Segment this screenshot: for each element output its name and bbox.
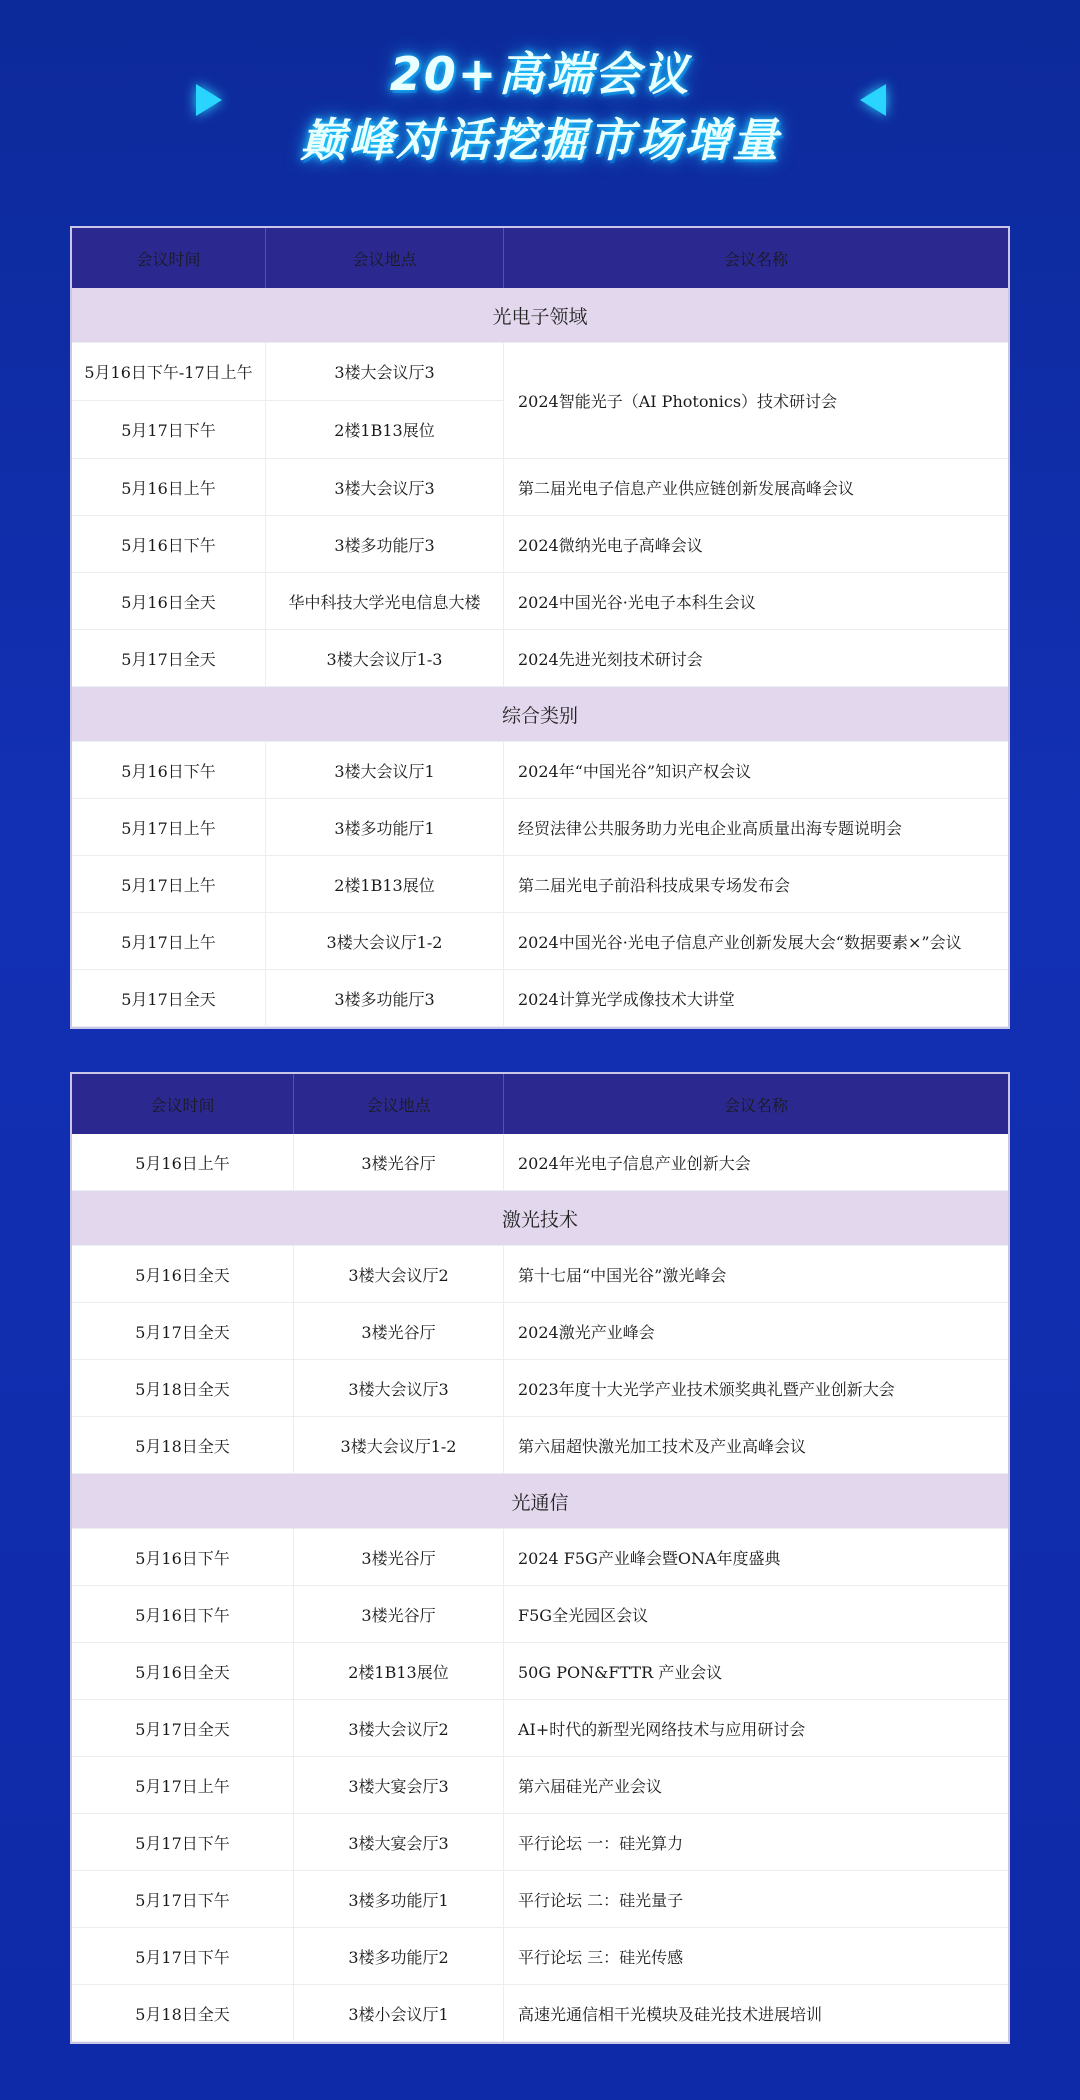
cell-location: 2楼1B13展位 <box>266 856 504 912</box>
table-row <box>72 1985 1008 2042</box>
cell-name: 平行论坛 三：硅光传感 <box>518 1947 684 1967</box>
cell-time: 5月17日下午 <box>72 1814 294 1870</box>
cell-time: 5月16日下午 <box>72 1586 294 1642</box>
cell-location: 3楼多功能厅3 <box>266 970 504 1026</box>
cell-time: 5月17日全天 <box>72 630 266 686</box>
cell-location: 3楼大会议厅1-2 <box>266 913 504 969</box>
table-row <box>72 1303 1008 1360</box>
cell-time: 5月18日全天 <box>72 1417 294 1473</box>
table-row <box>72 742 1008 799</box>
table-row <box>72 856 1008 913</box>
table-row <box>72 1360 1008 1417</box>
cell-time: 5月17日下午 <box>72 401 266 458</box>
cell-time: 5月16日上午 <box>72 459 266 515</box>
table-row <box>72 516 1008 573</box>
table-row <box>72 970 1008 1027</box>
category-row: 综合类别 <box>72 687 1008 742</box>
page-title-line1: 20+高端会议 <box>389 47 691 101</box>
column-header-location: 会议地点 <box>294 1074 504 1134</box>
cell-name: 2024微纳光电子高峰会议 <box>518 535 703 555</box>
table-row <box>72 630 1008 687</box>
cell-name: 2024中国光谷·光电子本科生会议 <box>518 592 756 612</box>
cell-time: 5月17日上午 <box>72 913 266 969</box>
column-header-name: 会议名称 <box>723 1095 788 1115</box>
cell-time: 5月17日上午 <box>72 856 266 912</box>
cell-location: 3楼大会议厅1 <box>266 742 504 798</box>
cell-time: 5月17日上午 <box>72 1757 294 1813</box>
cell-location: 3楼光谷厅 <box>294 1586 504 1642</box>
cell-time: 5月16日全天 <box>72 573 266 629</box>
cell-time: 5月17日下午 <box>72 1871 294 1927</box>
cell-location: 2楼1B13展位 <box>294 1643 504 1699</box>
cell-location: 3楼大会议厅3 <box>266 343 504 400</box>
cell-time: 5月17日下午 <box>72 1928 294 1984</box>
merged-sub-row <box>72 401 504 458</box>
cell-location: 3楼大会议厅3 <box>294 1360 504 1416</box>
cell-location: 3楼大宴会厅3 <box>294 1814 504 1870</box>
table-header-row <box>72 1074 1008 1134</box>
cell-time: 5月16日下午-17日上午 <box>72 343 266 400</box>
cell-location: 3楼大会议厅2 <box>294 1700 504 1756</box>
cell-name: 第十七届“中国光谷”激光峰会 <box>518 1265 727 1285</box>
cell-location: 3楼多功能厅2 <box>294 1928 504 1984</box>
cell-location: 3楼光谷厅 <box>294 1303 504 1359</box>
cell-name: 2024中国光谷·光电子信息产业创新发展大会“数据要素×”会议 <box>518 932 962 952</box>
cell-location: 3楼光谷厅 <box>294 1529 504 1585</box>
table-row <box>72 1757 1008 1814</box>
conference-table-2 <box>70 1072 1010 2044</box>
cell-name: 第二届光电子前沿科技成果专场发布会 <box>518 875 791 895</box>
table-row <box>72 799 1008 856</box>
cell-location: 3楼小会议厅1 <box>294 1985 504 2041</box>
category-row: 光电子领域 <box>72 288 1008 343</box>
cell-time: 5月16日上午 <box>72 1134 294 1190</box>
page-title-line2: 巅峰对话挖掘市场增量 <box>300 113 780 167</box>
cell-location: 3楼光谷厅 <box>294 1134 504 1190</box>
table-row <box>72 1928 1008 1985</box>
table-row <box>72 913 1008 970</box>
page-header <box>0 0 1080 200</box>
merged-sub-row <box>72 343 504 401</box>
cell-location: 华中科技大学光电信息大楼 <box>266 573 504 629</box>
cell-time: 5月18日全天 <box>72 1985 294 2041</box>
column-header-name: 会议名称 <box>723 249 788 269</box>
table-row <box>72 1417 1008 1474</box>
column-header-time: 会议时间 <box>72 228 266 288</box>
cell-name: 2023年度十大光学产业技术颁奖典礼暨产业创新大会 <box>518 1379 895 1399</box>
cell-time: 5月17日全天 <box>72 970 266 1026</box>
conference-table-1 <box>70 226 1010 1029</box>
cell-time: 5月16日下午 <box>72 1529 294 1585</box>
column-header-location: 会议地点 <box>266 228 504 288</box>
cell-name: 第二届光电子信息产业供应链创新发展高峰会议 <box>518 478 855 498</box>
category-row: 光通信 <box>72 1474 1008 1529</box>
cell-name-merged: 2024智能光子（AI Photonics）技术研讨会 <box>518 392 838 411</box>
cell-name: 平行论坛 二：硅光量子 <box>518 1890 684 1910</box>
cell-time: 5月16日下午 <box>72 742 266 798</box>
cell-name: 第六届硅光产业会议 <box>518 1776 663 1796</box>
cell-name: AI+时代的新型光网络技术与应用研讨会 <box>518 1719 806 1739</box>
cell-name: 2024 F5G产业峰会暨ONA年度盛典 <box>518 1548 781 1568</box>
table-row <box>72 1643 1008 1700</box>
table-header-row <box>72 228 1008 288</box>
table-row <box>72 1529 1008 1586</box>
cell-time: 5月18日全天 <box>72 1360 294 1416</box>
cell-location: 3楼大会议厅1-3 <box>266 630 504 686</box>
cell-name: 第六届超快激光加工技术及产业高峰会议 <box>518 1436 807 1456</box>
table-row <box>72 1586 1008 1643</box>
table-row <box>72 1134 1008 1191</box>
cell-location: 3楼大会议厅2 <box>294 1246 504 1302</box>
cell-time: 5月16日下午 <box>72 516 266 572</box>
cell-location: 3楼多功能厅1 <box>294 1871 504 1927</box>
cell-name: 50G PON&FTTR 产业会议 <box>518 1662 723 1682</box>
cell-location: 3楼大宴会厅3 <box>294 1757 504 1813</box>
cell-location: 3楼多功能厅1 <box>266 799 504 855</box>
cell-time: 5月16日全天 <box>72 1643 294 1699</box>
cell-location: 3楼大会议厅3 <box>266 459 504 515</box>
table-row <box>72 1814 1008 1871</box>
table-row <box>72 1246 1008 1303</box>
cell-time: 5月16日全天 <box>72 1246 294 1302</box>
cell-name: 2024激光产业峰会 <box>518 1322 655 1342</box>
cell-name: 2024年光电子信息产业创新大会 <box>518 1153 751 1173</box>
cell-time: 5月17日全天 <box>72 1700 294 1756</box>
table-row <box>72 1871 1008 1928</box>
cell-time: 5月17日全天 <box>72 1303 294 1359</box>
table-row <box>72 459 1008 516</box>
cell-time: 5月17日上午 <box>72 799 266 855</box>
cell-name: 2024计算光学成像技术大讲堂 <box>518 989 735 1009</box>
cell-location: 3楼多功能厅3 <box>266 516 504 572</box>
cell-name: F5G全光园区会议 <box>518 1605 649 1625</box>
merged-row-group <box>72 343 1008 459</box>
cell-name: 2024先进光刻技术研讨会 <box>518 649 703 669</box>
cell-location: 3楼大会议厅1-2 <box>294 1417 504 1473</box>
table-row <box>72 1700 1008 1757</box>
column-header-time: 会议时间 <box>72 1074 294 1134</box>
table-row <box>72 573 1008 630</box>
cell-name: 平行论坛 一：硅光算力 <box>518 1833 684 1853</box>
cell-location: 2楼1B13展位 <box>266 401 504 458</box>
cell-name: 高速光通信相干光模块及硅光技术进展培训 <box>518 2004 823 2024</box>
cell-name: 2024年“中国光谷”知识产权会议 <box>518 761 752 781</box>
cell-name: 经贸法律公共服务助力光电企业高质量出海专题说明会 <box>518 818 903 838</box>
category-row: 激光技术 <box>72 1191 1008 1246</box>
